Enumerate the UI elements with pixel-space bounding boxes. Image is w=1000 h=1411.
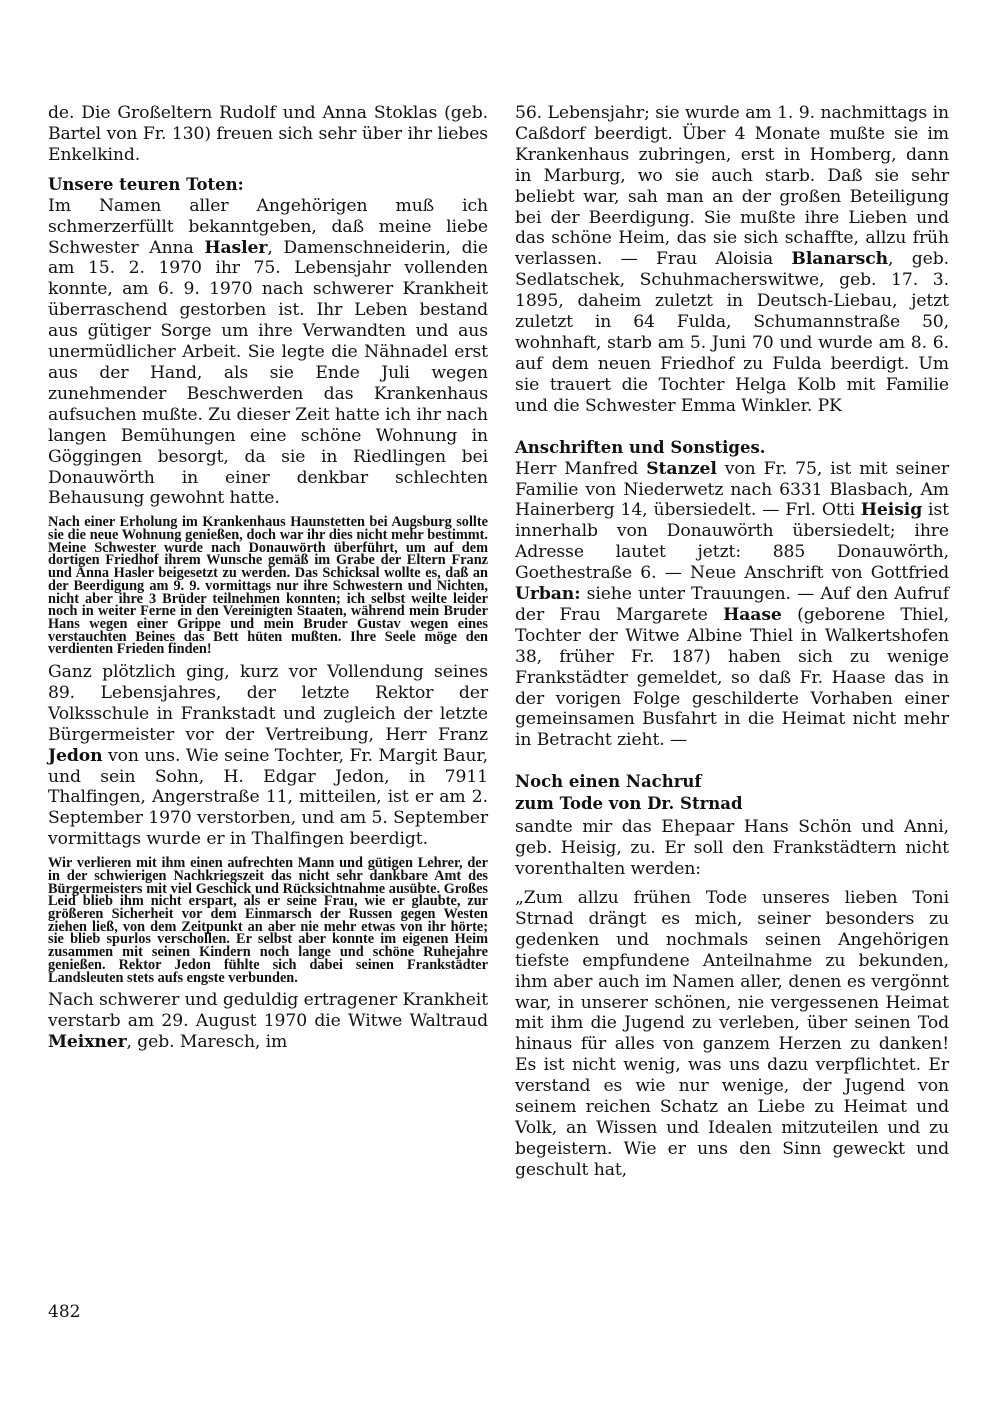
text-segment: Nach schwerer und geduldig ertragener Krankheit verstarb am 29. August 1970 die Witwe Waltraud [48,990,488,1032]
page-number: 482 [48,1302,81,1322]
paragraph-meixner [48,990,488,1053]
paragraph-hasler [48,196,488,510]
name-haase: Haase [723,604,782,625]
paragraph-zitat: „Zum allzu frühen Tode unseres lieben Toni Strnad drängt es mich, seiner besonders zu gedenken und nochmals seinen Angehörigen tiefste empfundene Anteilnahme zu bekunden, ihm aber auch im Namen aller, denen es vergönnt war, in unserer schönen, nie vergessenen Heimat mit ihm die Jugend zu verleben, über seinen Tod hinaus für alles von ganzem Herzen zu danken! Es ist nicht wenig, was uns dazu verpflichtet. Er verstand es wie nur wenige, der Jugend von seinem reichen Schatz an Liebe zu Heimat und Volk, an Wissen und Idealen mitzuteilen und zu begeistern. Wie er uns den Sinn geweckt und geschult hat, [515,888,949,1180]
text-segment: , Damenschneiderin, die am 15. 2. 1970 ihr 75. Lebensjahr vollenden konnte, am 6. 9. 1970 nach schwerer Krankheit überraschend gestorben ist. Ihr Leben bestand aus gütiger Sorge um ihre Verwandten und aus unermüdlicher Arbeit. Sie legte die Nähnadel erst aus der Hand, als sie Ende Juli wegen zunehmender Beschwerden das Krankenhaus aufsuchen mußte. Zu dieser Zeit hatte ich ihr nach langen Bemühungen eine schöne Wohnung in Göggingen besorgt, da sie in Riedlingen bei Donauwörth in einer denkbar schlechten Behausung gewohnt hatte. [48,237,488,509]
paragraph-ehepaar: sandte mir das Ehepaar Hans Schön und Anni, geb. Heisig, zu. Er soll den Frankstädtern nicht vorenthalten werden: [515,817,949,880]
name-heisig: Heisig [860,500,923,521]
heading-nachruf-subtitle: zum Tode von Dr. Strnad [515,794,743,814]
paragraph-anschriften [515,459,949,752]
small-print-hasler: Nach einer Erholung im Krankenhaus Haunstetten bei Augsburg sollte sie die neue Wohnung genießen, doch war ihr dies nicht mehr bestimmt. Meine Schwester wurde nach Donauwörth überführt, um auf dem dortigen Friedhof ihrem Wunsche gemäß im Grabe der Eltern Franz und Anna Hasler beigesetzt zu werden. Das Schicksal wollte es, daß an der Beerdigung am 9. 9. vormittags nur ihre Schwestern und Nichten, nicht aber ihre 3 Brüder teilnehmen konnten; ich selbst weilte leider noch in weiter Ferne in den Vereinigten Staaten, während mein Bruder Hans wegen einer Grippe und mein Bruder Gustav wegen eines verstauchten Beines das Bett hüten mußten. Ihre Seele möge den verdienten Frieden finden! [48,514,488,658]
text-segment: , geb. Maresch, im [126,1032,288,1053]
heading-unsere-toten: Unsere teuren Toten: [48,174,244,194]
name-meixner: Meixner [48,1032,127,1053]
text-segment: , geb. Sedlatschek, Schuhmacherswitwe, geb. 17. 3. 1895, daheim zuletzt in Deutsch-Liebau, jetzt zuletzt in 64 Fulda, Schumannstraße 50, wohnhaft, starb am 5. Juni 70 und wurde am 8. 6. auf dem neuen Friedhof zu Fulda beerdigt. Um sie trauert die Tochter Helga Kolb mit Familie und die Schwester Emma Winkler. PK [515,249,949,416]
paragraph-grosseltern: de. Die Großeltern Rudolf und Anna Stoklas (geb. Bartel von Fr. 130) freuen sich sehr über ihr liebes Enkelkind. [48,103,488,165]
heading-anschriften: Anschriften und Sonstiges. [515,437,766,457]
text-segment: von Fr. 75, ist mit seiner Familie von Niederwetz nach 6331 Blasbach, Am Hainerberg 14, übersiedelt. — Frl. Otti [515,458,949,521]
paragraph-jedon [48,662,488,850]
right-column [515,103,949,1183]
text-segment: ist innerhalb von Donauwörth übersiedelt; ihre Adresse lautet jetzt: 885 Donauwörth, Goethestraße 6. — Neue Anschrift von Gottfried [515,500,949,584]
text-segment: Ganz plötzlich ging, kurz vor Vollendung seines 89. Lebensjahres, der letzte Rektor der Volksschule in Frankstadt und zugleich der letzte Bürgermeister vor der Vertreibung, Herr Franz [48,662,488,745]
paragraph-blanarsch [515,103,949,417]
name-blanarsch: Blanarsch [791,249,889,270]
text-segment: Im Namen aller Angehörigen muß ich schmerzerfüllt bekanntgeben, daß meine liebe Schwester Anna [48,195,488,258]
left-column [48,103,488,1055]
name-hasler: Hasler [204,237,268,258]
text-segment: siehe unter Trauungen. — Auf den Aufruf der Frau Margarete [515,584,949,625]
text-segment: (geborene Thiel, Tochter der Witwe Albine Thiel in Walkertshofen 38, früher Fr. 187) haben sich zu wenige Frankstädter gemeldet, so daß Fr. Haase das in der vorigen Folge geschilderte Vorhaben einer gemeinsamen Busfahrt in die Heimat nicht mehr in Betracht zieht. — [515,604,949,751]
name-jedon: Jedon [48,745,103,766]
name-urban: Urban: [515,584,581,605]
text-segment: von uns. Wie seine Tochter, Fr. Margit Baur, und sein Sohn, H. Edgar Jedon, in 7911 Thalfingen, Angerstraße 11, mitteilen, ist er am 2. September 1970 verstorben, und am 5. September vormittags wurde er in Thalfingen beerdigt. [48,745,488,850]
name-stanzel: Stanzel [646,458,717,479]
text-segment: 56. Lebensjahr; sie wurde am 1. 9. nachmittags in Caßdorf beerdigt. Über 4 Monate mußte sie im Krankenhaus zubringen, erst in Homberg, dann in Marburg, wo sie auch starb. Daß sie sehr beliebt war, sah man an der großen Beteiligung bei der Beerdigung. Sie mußte ihre Lieben und das schöne Heim, das sie sich schaffte, allzu früh verlassen. — Frau Aloisia [515,103,949,270]
text-segment: Herr Manfred [515,458,647,479]
heading-nachruf: Noch einen Nachruf [515,772,702,792]
small-print-jedon: Wir verlieren mit ihm einen aufrechten Mann und gütigen Lehrer, der in der schwierigen Nachkriegszeit das nicht sehr dankbare Amt des Bürgermeisters mit viel Geschick und Rücksichtnahme ausübte. Großes Leid blieb ihm nicht erspart, als er seine Frau, wie er glaubte, zur größeren Sicherheit vor dem Einmarsch der Russen gegen Westen ziehen ließ, von dem Zeitpunkt an aber nie mehr etwas von ihr hörte; sie blieb spurlos verschollen. Er selbst aber konnte im eigenen Heim zusammen mit seinen Kindern noch lange und schöne Ruhejahre genießen. Rektor Jedon fühlte sich dabei seinen Frankstädter Landsleuten stets aufs engste verbunden. [48,855,488,986]
